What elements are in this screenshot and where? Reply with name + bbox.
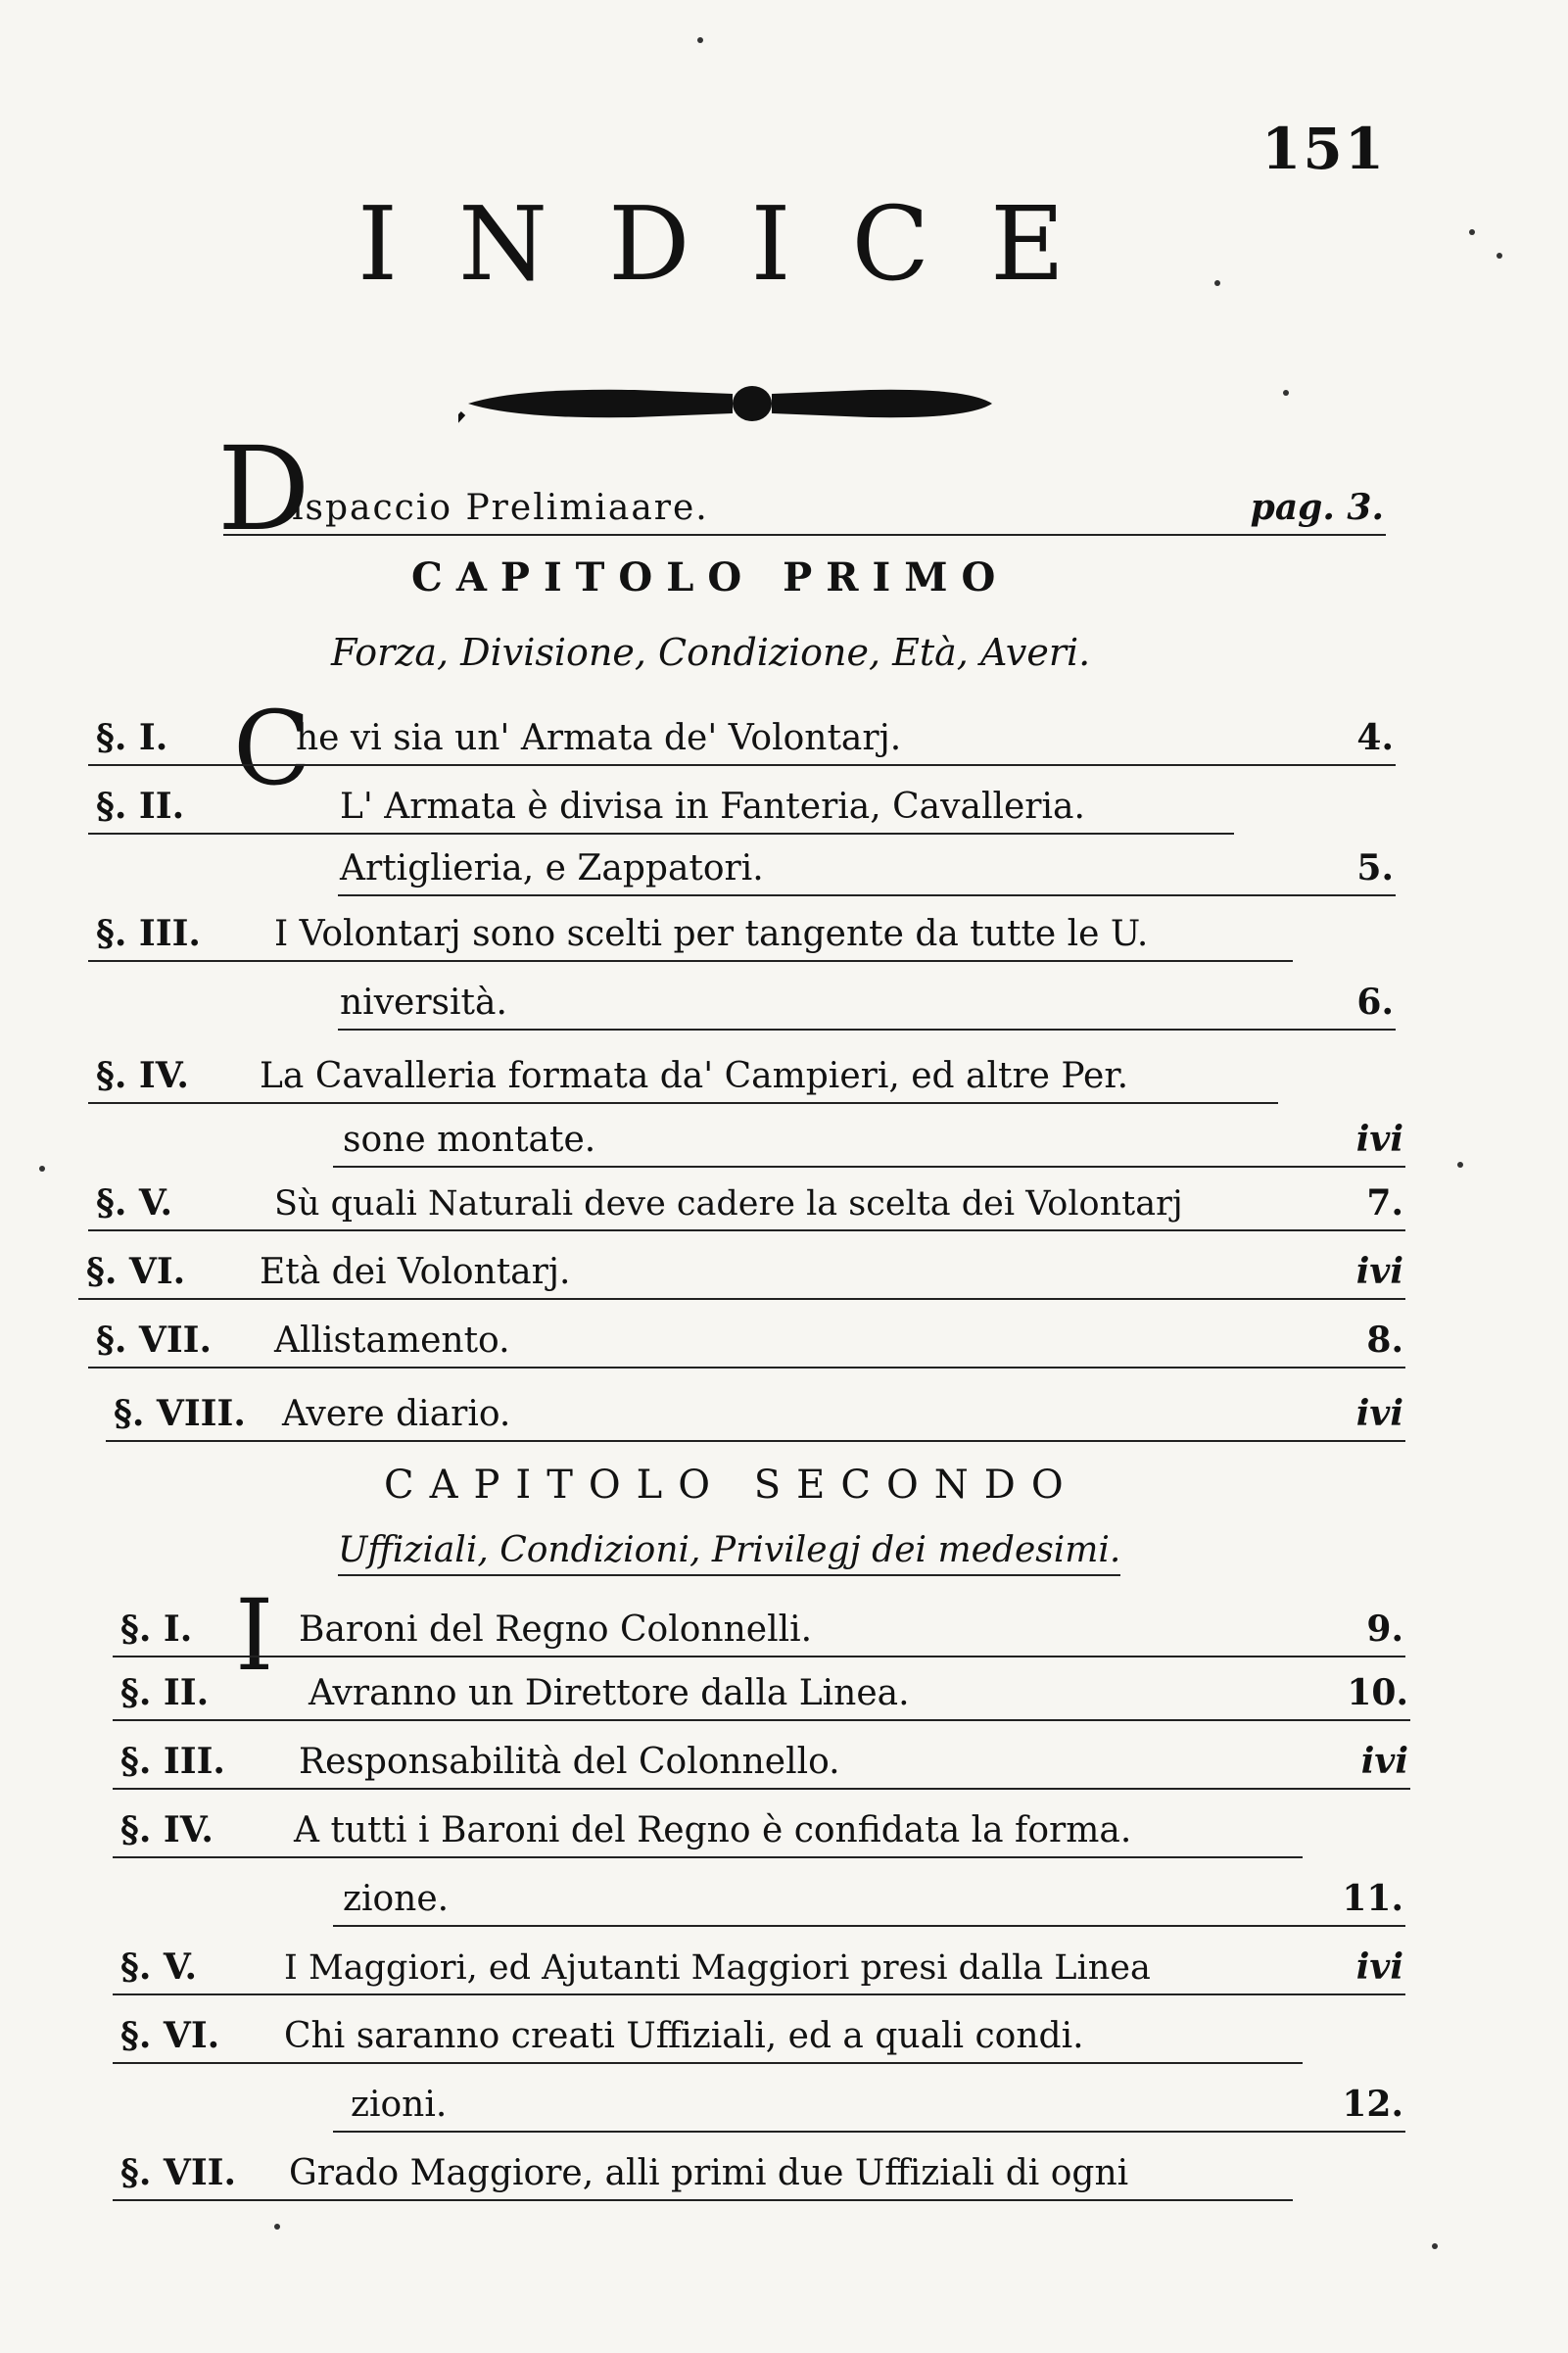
entry-section: §. I. <box>96 717 168 758</box>
scan-speck <box>1469 229 1475 235</box>
entry-text: Artiglieria, e Zappatori. <box>340 848 764 888</box>
toc-entry <box>333 1117 1405 1168</box>
toc-entry <box>113 1607 1405 1657</box>
entry-page: 8. <box>1366 1320 1403 1361</box>
entry-page: 7. <box>1366 1182 1403 1224</box>
entry-page: 10. <box>1347 1672 1408 1713</box>
entry-text: L' Armata è divisa in Fanteria, Cavalleria. <box>340 787 1085 827</box>
dropcap-c: C <box>233 689 311 808</box>
entry-section: §. VI. <box>86 1251 186 1292</box>
entry-section: §. IV. <box>96 1055 189 1096</box>
entry-section: §. II. <box>96 786 185 827</box>
scan-speck <box>39 1166 45 1172</box>
toc-entry <box>113 2013 1303 2064</box>
toc-entry <box>88 1180 1405 1231</box>
entry-section: §. II. <box>120 1672 210 1713</box>
toc-entry <box>106 1391 1405 1442</box>
toc-entry <box>88 715 1396 766</box>
toc-entry <box>113 1807 1303 1858</box>
scan-speck <box>1214 280 1220 286</box>
entry-section: §. IV. <box>120 1809 214 1850</box>
scan-speck <box>1457 1162 1463 1168</box>
dropcap-i: I <box>235 1578 274 1693</box>
entry-section: §. I. <box>120 1609 193 1650</box>
toc-entry <box>78 1249 1405 1300</box>
entry-section: §. VIII. <box>114 1393 246 1434</box>
entry-text: Baroni del Regno Colonnelli. <box>299 1609 813 1650</box>
entry-text: zioni. <box>351 2085 448 2125</box>
entry-text: sone montate. <box>343 1120 596 1160</box>
entry-text: Responsabilità del Colonnello. <box>299 1742 840 1782</box>
entry-text: he vi sia un' Armata de' Volontarj. <box>296 718 902 758</box>
toc-entry <box>113 1670 1410 1721</box>
toc-entry <box>333 1876 1405 1927</box>
entry-text: ispaccio Prelimiaare. <box>292 488 709 528</box>
chapter-heading-1: CAPITOLO PRIMO <box>411 554 1010 600</box>
entry-text: niversità. <box>340 983 507 1023</box>
entry-text: Avranno un Direttore dalla Linea. <box>309 1673 910 1713</box>
entry-page: 4. <box>1356 717 1394 758</box>
entry-section: §. VII. <box>120 2152 237 2193</box>
entry-text: I Volontarj sono scelti per tangente da tutte le U. <box>274 914 1149 954</box>
scan-speck <box>1432 2243 1438 2249</box>
entry-section: §. III. <box>120 1741 225 1782</box>
page-title: INDICE <box>357 184 1126 304</box>
entry-text: A tutti i Baroni del Regno è confidata la forma. <box>294 1810 1132 1850</box>
entry-text: Grado Maggiore, alli primi due Uffiziali di ogni <box>289 2153 1129 2193</box>
entry-text: La Cavalleria formata da' Campieri, ed altre Per. <box>260 1056 1129 1096</box>
toc-entry <box>113 2150 1293 2201</box>
entry-page: ivi <box>1355 1251 1403 1292</box>
entry-page: ivi <box>1360 1741 1408 1782</box>
entry-page: ivi <box>1355 1946 1403 1988</box>
toc-entry <box>88 784 1234 835</box>
entry-page: 5. <box>1356 847 1394 888</box>
entry-page: 6. <box>1356 982 1394 1023</box>
entry-text: Allistamento. <box>274 1321 510 1361</box>
toc-entry <box>113 1945 1405 1995</box>
toc-entry <box>113 1739 1410 1790</box>
entry-section: §. V. <box>120 1946 198 1988</box>
chapter-heading-2: CAPITOLO SECONDO <box>384 1463 1079 1508</box>
entry-text: Avere diario. <box>282 1394 511 1434</box>
entry-page: ivi <box>1355 1119 1403 1160</box>
entry-text: zione. <box>343 1879 450 1919</box>
entry-page: ivi <box>1355 1393 1403 1434</box>
toc-entry <box>333 2082 1405 2133</box>
entry-text: Chi saranno creati Uffiziali, ed a quali condi. <box>284 2016 1084 2056</box>
toc-entry <box>338 845 1396 896</box>
scan-speck <box>274 2224 280 2230</box>
entry-text: Età dei Volontarj. <box>260 1252 571 1292</box>
entry-text: I Maggiori, ed Ajutanti Maggiori presi dalla Linea <box>284 1948 1151 1988</box>
entry-page: 12. <box>1342 2084 1403 2125</box>
entry-section: §. III. <box>96 913 201 954</box>
entry-section: §. V. <box>96 1182 173 1224</box>
chapter-subtitle-2: Uffiziali, Condizioni, Privilegj dei medesimi. <box>338 1530 1120 1576</box>
scan-speck <box>1497 253 1502 259</box>
entry-page: pag. 3. <box>1250 487 1384 528</box>
entry-section: §. VI. <box>120 2015 220 2056</box>
entry-page: 9. <box>1366 1609 1403 1650</box>
toc-entry <box>338 980 1396 1031</box>
entry-page: 11. <box>1342 1878 1403 1919</box>
page-number: 151 <box>1261 116 1387 182</box>
preliminary-entry <box>223 485 1386 536</box>
entry-section: §. VII. <box>96 1320 213 1361</box>
scan-speck <box>1283 390 1289 396</box>
toc-entry <box>88 1053 1278 1104</box>
entry-text: Sù quali Naturali deve cadere la scelta dei Volontarj <box>274 1184 1183 1224</box>
chapter-subtitle-1: Forza, Divisione, Condizione, Età, Averi. <box>331 631 1091 674</box>
toc-entry <box>88 911 1293 962</box>
scan-speck <box>697 37 703 43</box>
toc-entry <box>88 1318 1405 1369</box>
dropcap-d: D <box>217 421 310 556</box>
ornament-divider-icon <box>458 370 1007 429</box>
